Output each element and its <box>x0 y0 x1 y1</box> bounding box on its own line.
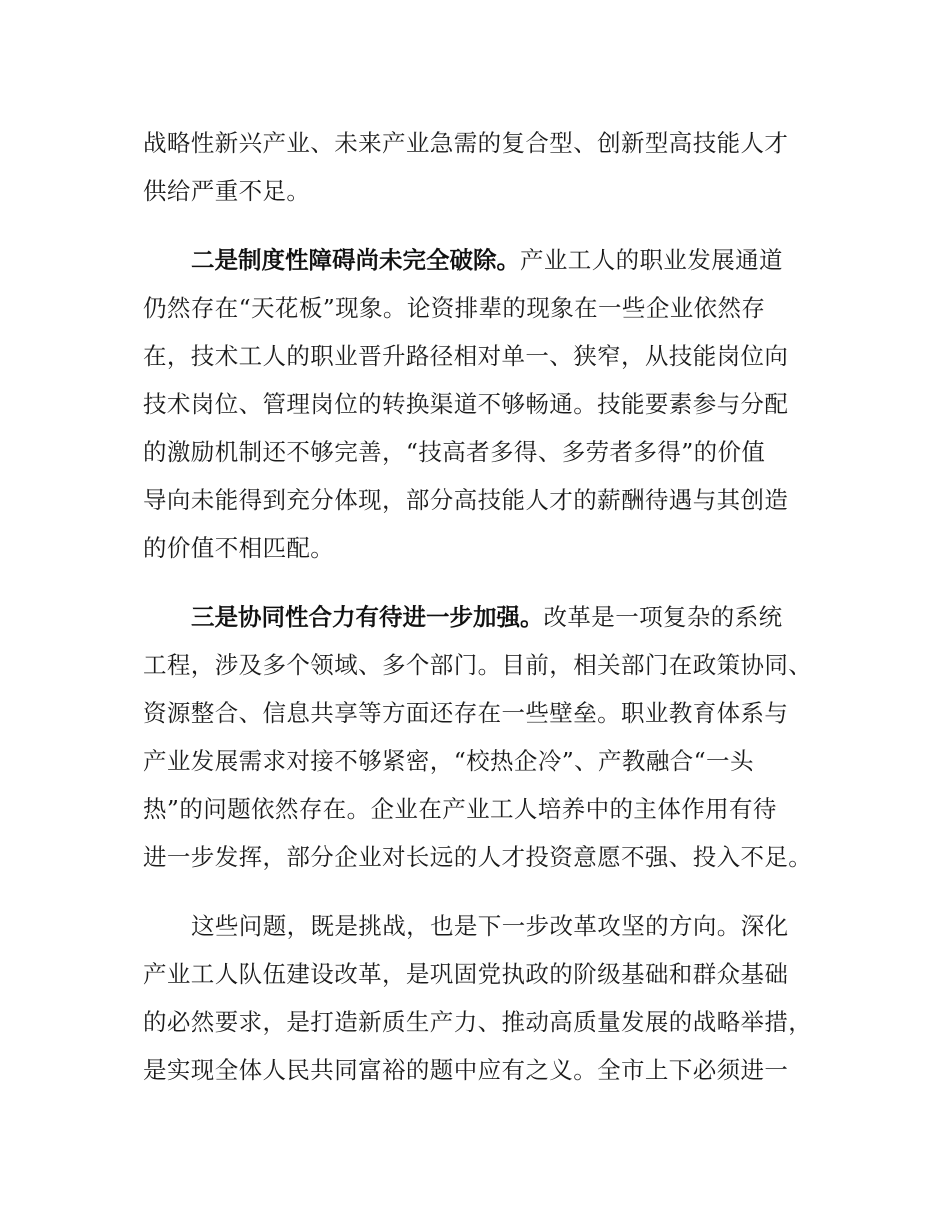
text-line: 技术岗位、管理岗位的转换渠道不够畅通。技能要素参与分配 <box>143 390 789 418</box>
paragraph-synergy <box>143 598 813 886</box>
paragraph-heading: 三是协同性合力有待进一步加强。 <box>191 603 544 631</box>
paragraph-conclusion <box>143 907 813 1099</box>
text-line: 导向未能得到充分体现，部分高技能人才的薪酬待遇与其创造 <box>143 486 789 514</box>
document-page <box>143 124 813 1120</box>
text-line: 进一步发挥，部分企业对长远的人才投资意愿不强、投入不足。 <box>143 843 813 871</box>
paragraph-continued <box>143 124 813 220</box>
text-line: 是实现全体人民共同富裕的题中应有之义。全市上下必须进一 <box>143 1056 789 1084</box>
text-run: 产业工人的职业发展通道 <box>520 246 783 274</box>
text-line: 这些问题，既是挑战，也是下一步改革攻坚的方向。深化 <box>191 912 789 940</box>
text-line <box>143 598 813 646</box>
text-line: 战略性新兴产业、未来产业急需的复合型、创新型高技能人才 <box>143 129 789 157</box>
text-line: 的价值不相匹配。 <box>143 534 335 562</box>
text-line: 的激励机制还不够完善，“技高者多得、多劳者多得”的价值 <box>143 438 766 466</box>
text-line: 供给严重不足。 <box>143 177 311 205</box>
text-line: 工程，涉及多个领域、多个部门。目前，相关部门在政策协同、 <box>143 651 813 679</box>
text-line: 产业发展需求对接不够紧密，“校热企冷”、产教融合“一头 <box>143 747 754 775</box>
text-line: 仍然存在“天花板”现象。论资排辈的现象在一些企业依然存 <box>143 294 766 322</box>
paragraph-heading: 二是制度性障碍尚未完全破除。 <box>191 246 520 274</box>
paragraph-institutional-barriers <box>143 241 813 577</box>
text-line: 热”的问题依然存在。企业在产业工人培养中的主体作用有待 <box>143 795 777 823</box>
text-line: 产业工人队伍建设改革，是巩固党执政的阶级基础和群众基础 <box>143 960 789 988</box>
text-line: 在，技术工人的职业晋升路径相对单一、狭窄，从技能岗位向 <box>143 342 789 370</box>
text-line <box>143 241 813 289</box>
text-line: 资源整合、信息共享等方面还存在一些壁垒。职业教育体系与 <box>143 699 789 727</box>
text-line: 的必然要求，是打造新质生产力、推动高质量发展的战略举措， <box>143 1008 813 1036</box>
text-run: 改革是一项复杂的系统 <box>543 603 783 631</box>
